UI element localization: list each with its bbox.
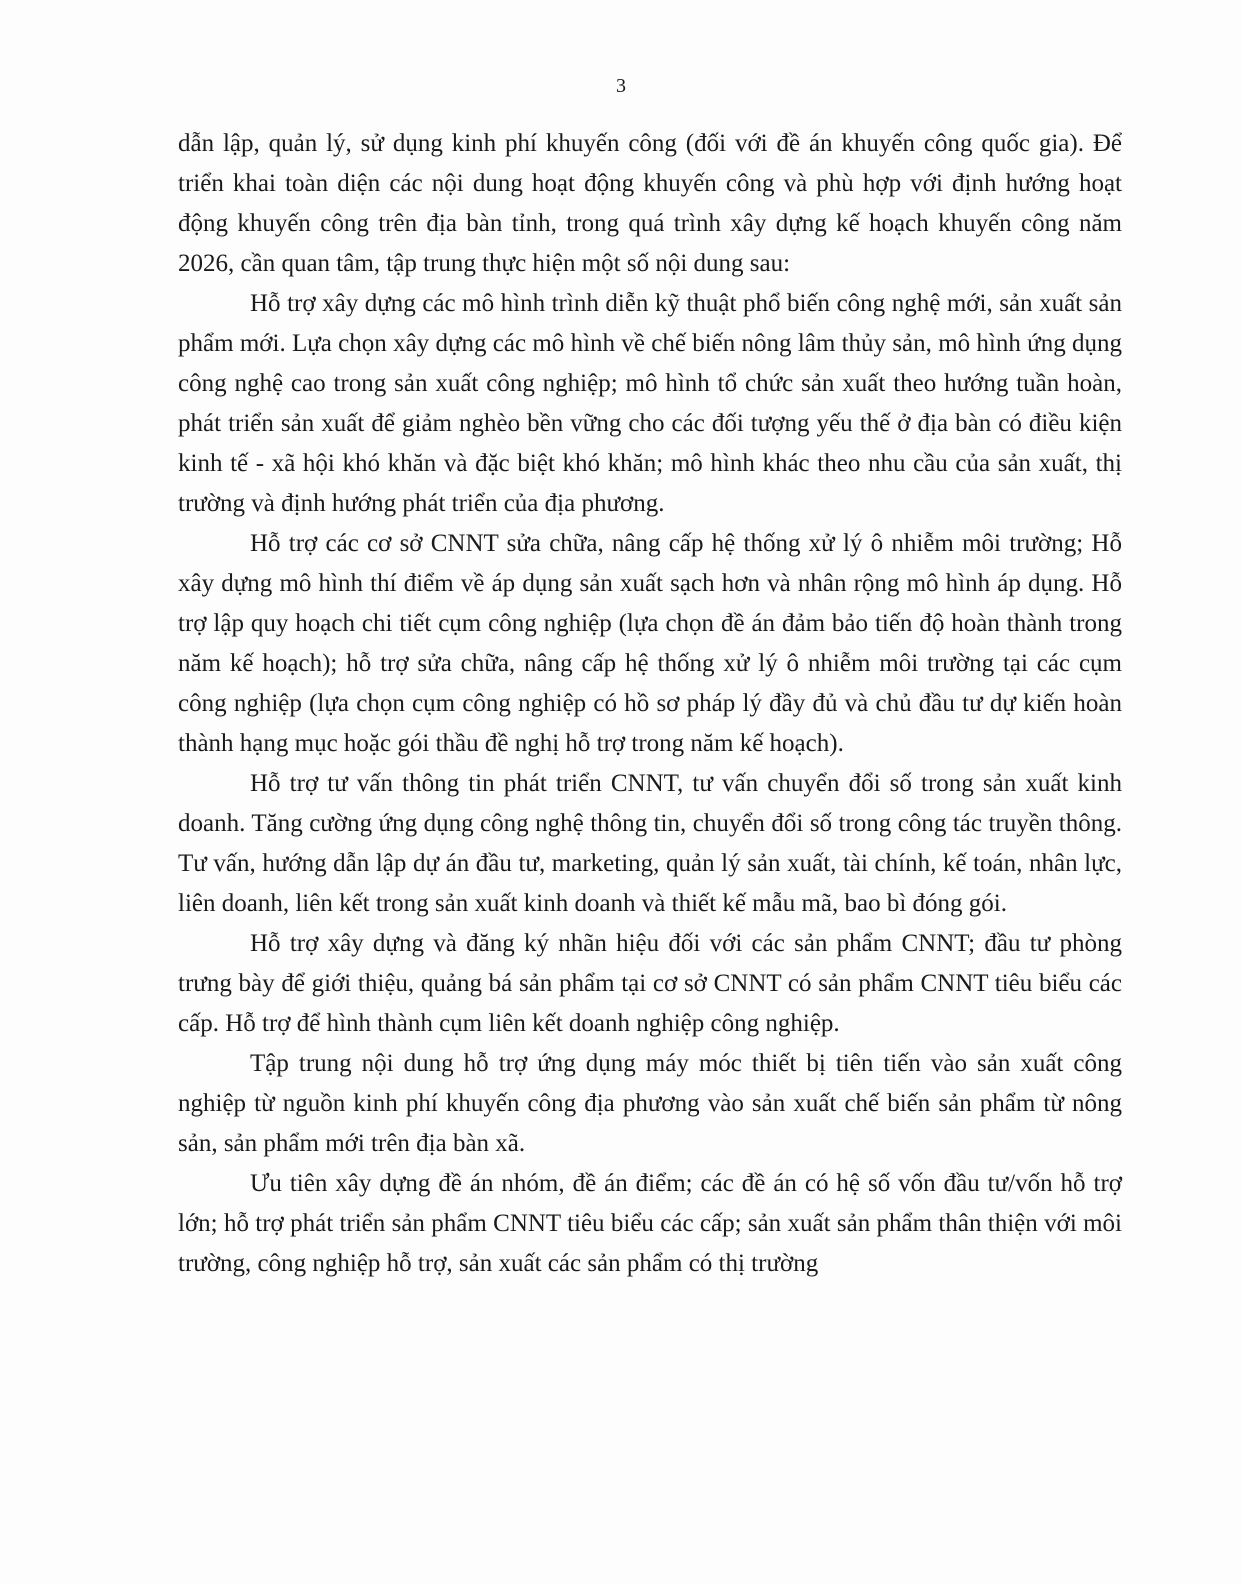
paragraph-priority-projects: Ưu tiên xây dựng đề án nhóm, đề án điểm; các đề án có hệ số vốn đầu tư/vốn hỗ trợ lớn; hỗ trợ phát triển sản phẩm CNNT tiêu biểu các cấp; sản xuất sản phẩm thân thiện với môi trường, công nghiệp hỗ trợ, sản xuất các sản phẩm có thị trường (178, 1170, 1122, 1277)
paragraph-machinery-support: Tập trung nội dung hỗ trợ ứng dụng máy móc thiết bị tiên tiến vào sản xuất công nghiệp từ nguồn kinh phí khuyến công địa phương vào sản xuất chế biến sản phẩm từ nông sản, sản phẩm mới trên địa bàn xã. (178, 1050, 1122, 1157)
paragraph-environment-support: Hỗ trợ các cơ sở CNNT sửa chữa, nâng cấp hệ thống xử lý ô nhiễm môi trường; Hỗ xây dựng mô hình thí điểm về áp dụng sản xuất sạch hơn và nhân rộng mô hình áp dụng. Hỗ trợ lập quy hoạch chi tiết cụm công nghiệp (lựa chọn đề án đảm bảo tiến độ hoàn thành trong năm kế hoạch); hỗ trợ sửa chữa, nâng cấp hệ thống xử lý ô nhiễm môi trường tại các cụm công nghiệp (lựa chọn cụm công nghiệp có hồ sơ pháp lý đầy đủ và chủ đầu tư dự kiến hoàn thành hạng mục hoặc gói thầu đề nghị hỗ trợ trong năm kế hoạch). (178, 530, 1122, 757)
page-number: 3 (616, 75, 626, 97)
paragraph-demonstration-models: Hỗ trợ xây dựng các mô hình trình diễn kỹ thuật phổ biến công nghệ mới, sản xuất sản phẩm mới. Lựa chọn xây dựng các mô hình về chế biến nông lâm thủy sản, mô hình ứng dụng công nghệ cao trong sản xuất công nghiệp; mô hình tổ chức sản xuất theo hướng tuần hoàn, phát triển sản xuất để giảm nghèo bền vững cho các đối tượng yếu thế ở địa bàn có điều kiện kinh tế - xã hội khó khăn và đặc biệt khó khăn; mô hình khác theo nhu cầu của sản xuất, thị trường và định hướng phát triển của địa phương. (178, 290, 1122, 517)
paragraph-continuation: dẫn lập, quản lý, sử dụng kinh phí khuyến công (đối với đề án khuyến công quốc gia). Để triển khai toàn diện các nội dung hoạt động khuyến công và phù hợp với định hướng hoạt động khuyến công trên địa bàn tỉnh, trong quá trình xây dựng kế hoạch khuyến công năm 2026, cần quan tâm, tập trung thực hiện một số nội dung sau: (178, 130, 1122, 277)
paragraph-trademark-support: Hỗ trợ xây dựng và đăng ký nhãn hiệu đối với các sản phẩm CNNT; đầu tư phòng trưng bày để giới thiệu, quảng bá sản phẩm tại cơ sở CNNT có sản phẩm CNNT tiêu biểu các cấp. Hỗ trợ để hình thành cụm liên kết doanh nghiệp công nghiệp. (178, 930, 1122, 1037)
body-text (178, 124, 1122, 1284)
paragraph-consulting-support: Hỗ trợ tư vấn thông tin phát triển CNNT, tư vấn chuyển đổi số trong sản xuất kinh doanh. Tăng cường ứng dụng công nghệ thông tin, chuyển đổi số trong công tác truyền thông. Tư vấn, hướng dẫn lập dự án đầu tư, marketing, quản lý sản xuất, tài chính, kế toán, nhân lực, liên doanh, liên kết trong sản xuất kinh doanh và thiết kế mẫu mã, bao bì đóng gói. (178, 770, 1122, 917)
